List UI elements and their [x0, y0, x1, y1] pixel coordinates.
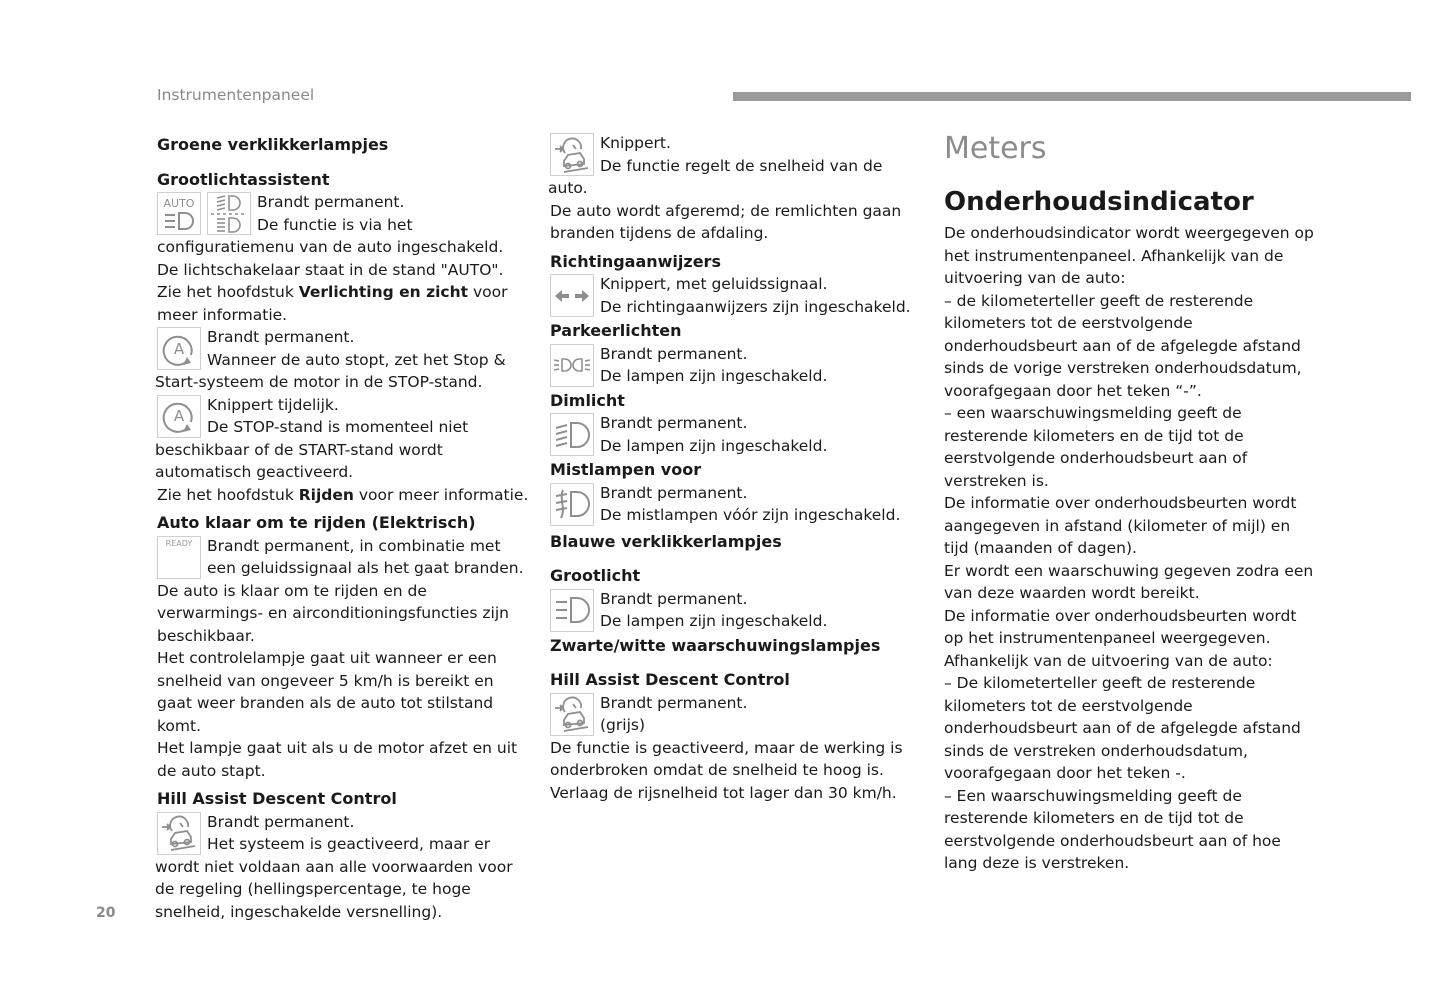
subsection-title: Parkeerlichten [550, 321, 682, 340]
subsection-title: Mistlampen voor [550, 460, 702, 479]
section-title-green: Groene verklikkerlampjes [157, 135, 389, 154]
lamp-color-note: (grijs) [600, 716, 645, 734]
lamp-description: De STOP-stand is momenteel niet beschikbaar of de START-stand wordt automatisch geactiveerd. [155, 418, 469, 481]
lamp-description: Het systeem is geactiveerd, maar er wordt niet voldaan aan alle voorwaarden voor de regeling (hellingspercentage, te hoge snelheid, ingeschakelde versnelling). [155, 835, 513, 921]
paragraph: De auto wordt afgeremd; de remlichten gaan branden tijdens de afdaling. [550, 201, 902, 242]
bullet-item: – de kilometerteller geeft de resterende kilometers tot de eerstvolgende onderhoudsbeurt aan of de afgelegde afstand sinds de vorige verstreken onderhoudsdatum, voorafgegaan door het teken “-”. [944, 291, 1302, 400]
bullet-item: – De kilometerteller geeft de resterende kilometers tot de eerstvolgende onderhoudsbeurt aan of de afgelegde afstand sinds de verstreken onderhoudsdatum, voorafgegaan door het teken -. [944, 674, 1301, 782]
lamp-entry [550, 692, 920, 737]
subsection-title: Richtingaanwijzers [550, 251, 721, 271]
subsection-title: Hill Assist Descent Control [550, 670, 790, 689]
paragraph: Zie het hoofdstuk Rijden voor meer informatie. [157, 485, 529, 504]
running-header-title: Instrumentenpaneel [157, 86, 315, 104]
lamp-status: Knippert tijdelijk. [207, 395, 339, 414]
bullet-item: – Een waarschuwingsmelding geeft de resterende kilometers en de tijd tot de eerstvolgende onderhoudsbeurt aan of hoe lang deze is verstreken. [944, 786, 1281, 872]
page-number: 20 [96, 905, 116, 921]
column-right [944, 132, 1316, 875]
subsection-title: Dimlicht [550, 390, 625, 410]
section-title-black-white: Zwarte/witte waarschuwingslampjes [550, 635, 881, 655]
lamp-status: Knippert. [600, 134, 671, 152]
lamp-entry [550, 343, 920, 388]
subsection-title: Auto klaar om te rijden (Elektrisch) [157, 513, 476, 532]
lamp-entry [550, 412, 920, 457]
lamp-description: De lampen zijn ingeschakeld. [600, 612, 828, 630]
lamp-entry [550, 482, 920, 527]
lamp-entry [550, 273, 920, 318]
lamp-entry [157, 394, 532, 484]
lamp-description: De lampen zijn ingeschakeld. [600, 367, 828, 385]
paragraph: De informatie over onderhoudsbeurten wordt aangegeven in afstand (kilometer of mijl) en tijd (maanden of dagen). [944, 494, 1297, 557]
svg-text:AUTO: AUTO [163, 196, 195, 210]
lamp-status: Brandt permanent. [257, 193, 405, 211]
hill-descent-icon [550, 693, 594, 736]
paragraph: Zie het hoofdstuk Verlichting en zicht voor meer informatie. [157, 283, 508, 324]
paragraph: De auto is klaar om te rijden en de verwarmings- en airconditioningsfuncties zijn beschikbaar. [157, 581, 509, 645]
svg-text:A: A [173, 407, 185, 425]
paragraph: Het lampje gaat uit als u de motor afzet en uit de auto stapt. [157, 739, 518, 780]
column-left [157, 132, 532, 923]
low-beam-icon [550, 413, 594, 456]
lamp-status: Brandt permanent. [600, 589, 748, 608]
paragraph: Verlaag de rijsnelheid tot lager dan 30 km/h. [550, 783, 897, 802]
lamp-status: Brandt permanent. [600, 483, 748, 502]
subsection-title: Hill Assist Descent Control [157, 789, 397, 808]
lamp-entry [550, 588, 920, 633]
lamp-status: Brandt permanent. [600, 414, 748, 432]
lamp-entry [550, 132, 920, 200]
lamp-entry [157, 535, 532, 580]
lamp-status: Brandt permanent. [207, 812, 355, 831]
paragraph: Afhankelijk van de uitvoering van de auto: [944, 651, 1273, 670]
lamp-entry [157, 191, 532, 259]
section-heading: Onderhoudsindicator [944, 187, 1254, 217]
lamp-status: Brandt permanent. [207, 328, 355, 346]
section-title-blue: Blauwe verklikkerlampjes [550, 531, 782, 551]
subsection-title: Grootlicht [550, 566, 641, 585]
column-middle [550, 132, 920, 804]
lamp-description: De richtingaanwijzers zijn ingeschakeld. [600, 297, 911, 316]
chapter-title: Meters [944, 131, 1047, 166]
paragraph: De functie is geactiveerd, maar de werking is onderbroken omdat de snelheid te hoog is. [550, 738, 903, 779]
lamp-description: De functie regelt de snelheid van de auto. [548, 156, 883, 197]
subsection-title: Grootlichtassistent [157, 169, 330, 189]
bullet-item: – een waarschuwingsmelding geeft de resterende kilometers en de tijd tot de eerstvolgende onderhoudsbeurt aan of verstreken is. [944, 404, 1248, 490]
paragraph: Het controlelampje gaat uit wanneer er een snelheid van ongeveer 5 km/h is bereikt en gaat weer branden als de auto tot stilstand komt. [157, 649, 497, 735]
lamp-description: De lampen zijn ingeschakeld. [600, 436, 828, 455]
high-beam-icon [550, 589, 594, 632]
lamp-status: Brandt permanent. [600, 344, 748, 363]
lamp-description: De functie is via het configuratiemenu van de auto ingeschakeld. [157, 215, 504, 256]
paragraph: De lichtschakelaar staat in de stand "AUTO". [157, 260, 504, 279]
paragraph: De informatie over onderhoudsbeurten wordt op het instrumentenpaneel weergegeven. [944, 606, 1297, 647]
lamp-status: Knippert, met geluidssignaal. [600, 275, 828, 293]
svg-text:A: A [173, 339, 185, 358]
front-fog-lamp-icon [550, 483, 594, 526]
paragraph: Er wordt een waarschuwing gegeven zodra een van deze waarden wordt bereikt. [944, 561, 1314, 602]
chapter-reference: Verlichting en zicht [298, 283, 469, 301]
lamp-entry [157, 326, 532, 394]
turn-signal-arrows-icon [550, 274, 594, 317]
lamp-description: De mistlampen vóór zijn ingeschakeld. [600, 506, 901, 524]
parking-lights-icon [550, 344, 594, 387]
svg-text:READY: READY [165, 538, 193, 548]
lamp-status: Brandt permanent, in combinatie met een geluidssignaal als het gaat branden. [207, 536, 524, 577]
chapter-reference: Rijden [298, 485, 354, 504]
lamp-description: Wanneer de auto stopt, zet het Stop & Start-systeem de motor in de STOP-stand. [155, 350, 506, 391]
ready-icon [157, 536, 201, 579]
lamp-entry [157, 811, 532, 924]
lamp-status: Brandt permanent. [600, 693, 748, 712]
paragraph: De onderhoudsindicator wordt weergegeven op het instrumentenpaneel. Afhankelijk van de uitvoering van de auto: [944, 224, 1314, 287]
header-bar [733, 92, 1411, 101]
